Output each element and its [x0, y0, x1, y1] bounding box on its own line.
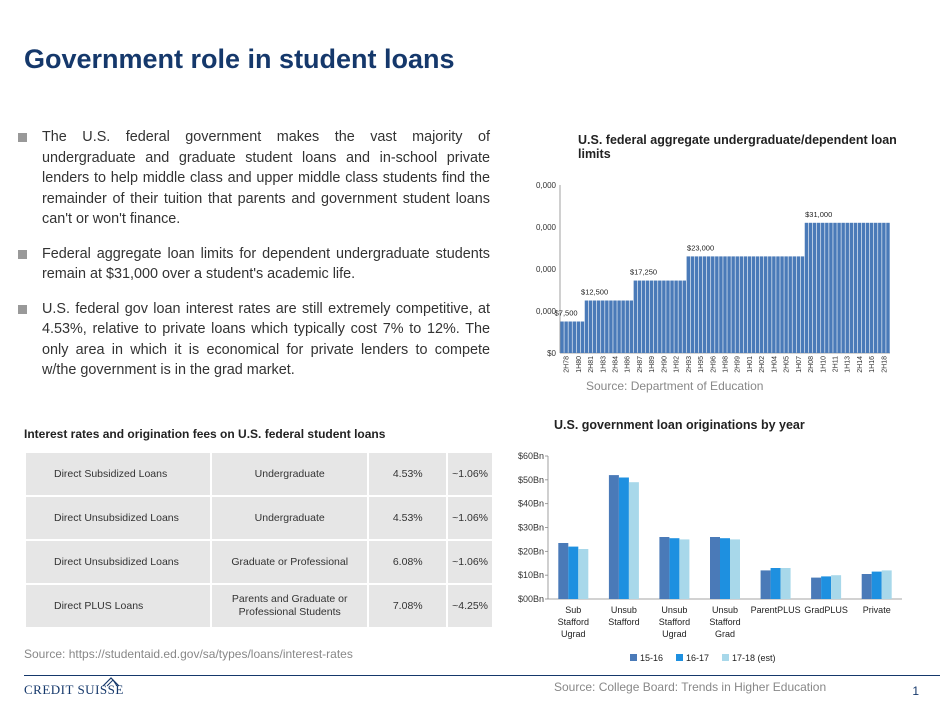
bar: [776, 256, 779, 353]
x-tick-label: 1H10: [820, 356, 828, 373]
x-tick-label: 1H13: [844, 356, 852, 373]
bar: [825, 223, 828, 353]
bullet-square-icon: [18, 250, 27, 259]
bar: [878, 223, 881, 353]
footer-divider: [24, 675, 940, 676]
bar: [699, 256, 702, 353]
bar: [646, 281, 649, 353]
bar: [761, 570, 771, 599]
bar: [609, 475, 619, 599]
x-tick-label: 2H81: [588, 356, 596, 373]
bar: [630, 301, 633, 354]
bar: [752, 256, 755, 353]
bar: [850, 223, 853, 353]
x-tick-label: 1H80: [575, 356, 583, 373]
y-tick-label: $40Bn: [517, 498, 544, 509]
legend-label: 17-18 (est): [732, 653, 776, 663]
bullet-list: [30, 127, 490, 395]
bar: [589, 301, 592, 354]
bar: [691, 256, 694, 353]
y-tick-label: $10Bn: [517, 570, 544, 581]
y-tick-label: 0,000: [535, 307, 556, 316]
data-label: $17,250: [629, 267, 658, 277]
originations-chart: [500, 446, 910, 671]
bullet-item: [30, 299, 490, 381]
bar: [703, 256, 706, 353]
bullet-text: Federal aggregate loan limits for dependent undergraduate students remain at $31,000 over a student's academic life.: [42, 245, 490, 282]
bar: [669, 538, 679, 599]
bar: [666, 281, 669, 353]
bar: [687, 256, 690, 353]
bar: [719, 256, 722, 353]
bar: [788, 256, 791, 353]
x-tick-label: 1H92: [673, 356, 681, 373]
bar: [710, 537, 720, 599]
y-tick-label: $30Bn: [517, 522, 544, 533]
bar: [617, 301, 620, 354]
bar: [658, 281, 661, 353]
bar: [564, 322, 567, 354]
bar: [578, 549, 588, 599]
bar: [679, 539, 689, 599]
x-tick-label: 1H83: [600, 356, 608, 373]
bar: [715, 256, 718, 353]
bar: [707, 256, 710, 353]
x-tick-label: 1H07: [795, 356, 803, 373]
loan-type-cell: Direct PLUS Loans: [25, 584, 211, 628]
loan-limits-chart: [525, 175, 905, 385]
page-number: 1: [912, 684, 919, 698]
bar: [768, 256, 771, 353]
x-tick-label: 2H08: [808, 356, 816, 373]
bar: [837, 223, 840, 353]
bar: [558, 543, 568, 599]
x-tick-label: 2H96: [710, 356, 718, 373]
bar: [748, 256, 751, 353]
originations-chart-title: U.S. government loan originations by year: [554, 418, 805, 432]
bar: [817, 223, 820, 353]
legend-label: 16-17: [686, 653, 710, 663]
bar: [662, 281, 665, 353]
bar: [833, 223, 836, 353]
bar: [674, 281, 677, 353]
x-tick-label: 1H86: [624, 356, 632, 373]
bar: [695, 256, 698, 353]
x-tick-label: 1H01: [746, 356, 754, 373]
y-tick-label: $60Bn: [517, 451, 544, 461]
bar: [601, 301, 604, 354]
x-tick-label: 2H87: [636, 356, 644, 373]
bar: [609, 301, 612, 354]
fee-cell: ~1.06%: [447, 452, 493, 496]
y-tick-label: $50Bn: [517, 474, 544, 485]
x-tick-label: 1H98: [722, 356, 730, 373]
bullet-item: [30, 127, 490, 230]
bar: [854, 223, 857, 353]
y-tick-label: 0,000: [535, 265, 556, 274]
bar: [781, 568, 791, 599]
rates-table-title: Interest rates and origination fees on U.S. federal student loans: [24, 427, 386, 441]
legend-label: 15-16: [640, 653, 664, 663]
table-row: [25, 584, 493, 628]
y-tick-label: $20Bn: [517, 546, 544, 557]
bar: [654, 281, 657, 353]
page-title: Government role in student loans: [24, 44, 455, 74]
bar: [882, 223, 885, 353]
bar: [730, 539, 740, 599]
bar: [605, 301, 608, 354]
bar: [821, 223, 824, 353]
bar: [784, 256, 787, 353]
bar: [642, 281, 645, 353]
bar: [780, 256, 783, 353]
bar: [813, 223, 816, 353]
bar: [805, 223, 808, 353]
bar: [593, 301, 596, 354]
bar: [829, 223, 832, 353]
legend-swatch: [722, 654, 729, 661]
bar: [650, 281, 653, 353]
x-tick-label: 2H93: [685, 356, 693, 373]
logo-text: CREDIT SUISSE: [24, 682, 124, 697]
bar: [874, 223, 877, 353]
data-label: $23,000: [687, 243, 715, 253]
x-tick-label: 2H14: [856, 356, 864, 373]
x-tick-label: GradPLUS: [804, 605, 848, 615]
x-tick-label: 2H99: [734, 356, 742, 373]
bar: [831, 575, 841, 599]
x-tick-label: 2H11: [832, 356, 840, 373]
data-label: $7,500: [554, 308, 578, 318]
bar: [735, 256, 738, 353]
fee-cell: ~1.06%: [447, 540, 493, 584]
legend-swatch: [676, 654, 683, 661]
bullet-text: The U.S. federal government makes the vast majority of undergraduate and graduate student loans and in-school private lenders to help middle class and upper middle class students find the remainder of their tuition that parents and government student loans can't or won't finance.: [42, 129, 490, 227]
bar: [568, 322, 571, 354]
bar: [862, 574, 872, 599]
bar: [862, 223, 865, 353]
bar: [731, 256, 734, 353]
bar: [638, 281, 641, 353]
loan-limits-source: Source: Department of Education: [586, 379, 764, 393]
bar: [756, 256, 759, 353]
bar: [870, 223, 873, 353]
bar: [560, 322, 563, 354]
bar: [872, 572, 882, 599]
borrower-cell: Parents and Graduate or Professional Students: [211, 584, 368, 628]
bar: [577, 322, 580, 354]
bullet-square-icon: [18, 133, 27, 142]
bar: [720, 538, 730, 599]
bullet-item: [30, 244, 490, 285]
y-tick-label: 0,000: [535, 181, 556, 190]
x-tick-label: 2H18: [881, 356, 889, 373]
rate-cell: 4.53%: [368, 452, 447, 496]
bar: [619, 478, 629, 600]
borrower-cell: Undergraduate: [211, 452, 368, 496]
originations-source: Source: College Board: Trends in Higher Education: [554, 680, 827, 694]
bar: [760, 256, 763, 353]
rates-table: [24, 451, 494, 629]
bar: [841, 223, 844, 353]
bar: [573, 322, 576, 354]
bar: [659, 537, 669, 599]
data-label: $31,000: [805, 209, 833, 219]
bar: [764, 256, 767, 353]
bar: [621, 301, 624, 354]
bar: [597, 301, 600, 354]
x-tick-label: 2H02: [759, 356, 767, 373]
x-tick-label: Unsub Stafford Ugrad: [658, 605, 691, 639]
table-row: [25, 452, 493, 496]
bar: [744, 256, 747, 353]
data-label: $12,500: [581, 287, 609, 297]
borrower-cell: Undergraduate: [211, 496, 368, 540]
bar: [793, 256, 796, 353]
borrower-cell: Graduate or Professional: [211, 540, 368, 584]
bar: [723, 256, 726, 353]
x-tick-label: Unsub Stafford Grad: [709, 605, 741, 639]
bar: [882, 570, 892, 599]
bar: [683, 281, 686, 353]
sail-icon: [101, 677, 121, 687]
y-tick-label: 0,000: [535, 223, 556, 232]
bar: [585, 301, 588, 354]
bar: [858, 223, 861, 353]
loan-type-cell: Direct Unsubsidized Loans: [25, 540, 211, 584]
loan-type-cell: Direct Subsidized Loans: [25, 452, 211, 496]
bar: [771, 568, 781, 599]
bar: [613, 301, 616, 354]
x-tick-label: 2H84: [612, 356, 620, 373]
y-tick-label: $0: [547, 349, 556, 358]
bar: [772, 256, 775, 353]
x-tick-label: 2H05: [783, 356, 791, 373]
fee-cell: ~4.25%: [447, 584, 493, 628]
bar: [629, 482, 639, 599]
rate-cell: 4.53%: [368, 496, 447, 540]
bullet-text: U.S. federal gov loan interest rates are still extremely competitive, at 4.53%, relative to private loans which typically cost 7% to 12%. The only area in which it is economical for private lenders to compete w/the government is in the grad market.: [42, 300, 490, 378]
y-tick-label: $00Bn: [517, 594, 544, 604]
bar: [821, 576, 831, 599]
x-tick-label: Unsub Stafford: [608, 605, 640, 627]
loan-limits-chart-title: U.S. federal aggregate undergraduate/dependent loan limits: [578, 133, 897, 161]
x-tick-label: 1H95: [698, 356, 706, 373]
x-tick-label: Sub Stafford Ugrad: [557, 605, 589, 639]
x-tick-label: 2H90: [661, 356, 669, 373]
loan-type-cell: Direct Unsubsidized Loans: [25, 496, 211, 540]
bar: [727, 256, 730, 353]
bar: [670, 281, 673, 353]
x-tick-label: ParentPLUS: [750, 605, 801, 615]
bar: [740, 256, 743, 353]
bar: [568, 547, 578, 599]
bar: [801, 256, 804, 353]
x-tick-label: Private: [862, 605, 891, 615]
bar: [845, 223, 848, 353]
table-row: [25, 496, 493, 540]
x-tick-label: 1H04: [771, 356, 779, 373]
bar: [711, 256, 714, 353]
bar: [797, 256, 800, 353]
fee-cell: ~1.06%: [447, 496, 493, 540]
bar: [811, 578, 821, 599]
rate-cell: 6.08%: [368, 540, 447, 584]
table-row: [25, 540, 493, 584]
x-tick-label: 1H16: [869, 356, 877, 373]
credit-suisse-logo: [24, 682, 124, 698]
legend-swatch: [630, 654, 637, 661]
table-source: Source: https://studentaid.ed.gov/sa/types/loans/interest-rates: [24, 647, 353, 661]
bar: [678, 281, 681, 353]
bullet-square-icon: [18, 305, 27, 314]
bar: [581, 322, 584, 354]
bar: [625, 301, 628, 354]
bar: [634, 281, 637, 353]
rate-cell: 7.08%: [368, 584, 447, 628]
bar: [866, 223, 869, 353]
bar: [809, 223, 812, 353]
x-tick-label: 2H78: [563, 356, 571, 373]
bar: [886, 223, 889, 353]
x-tick-label: 1H89: [649, 356, 657, 373]
